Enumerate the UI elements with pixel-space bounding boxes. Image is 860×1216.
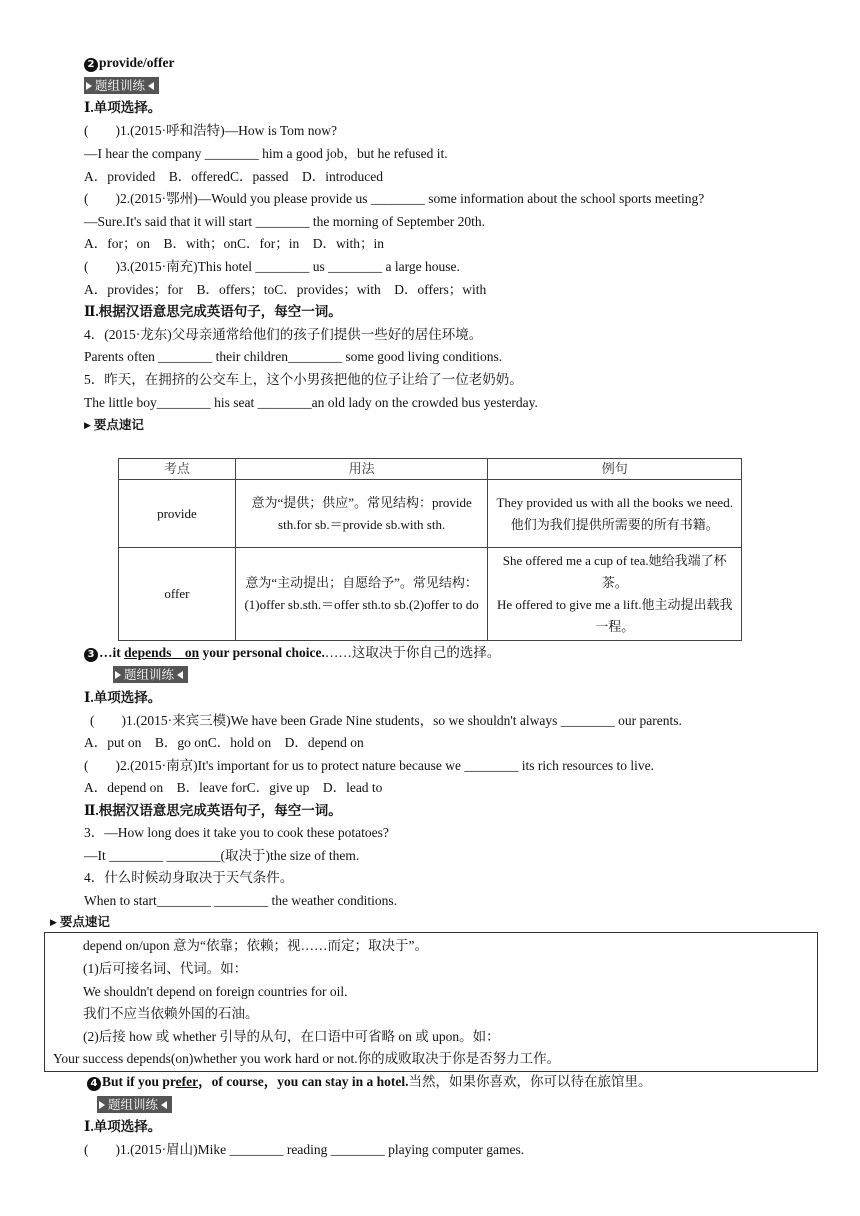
section-4-title: 4 But if you prefer，of course，you can stay in a hotel.当然，如果你喜欢，你可以待在旅馆里。 xyxy=(87,1073,652,1091)
triangle-right-icon xyxy=(86,82,92,90)
s3-q4-chinese: 4．什么时候动身取决于天气条件。 xyxy=(84,870,294,885)
memo-line: 我们不应当依赖外国的石油。 xyxy=(83,1006,259,1021)
memo-line: depend on/upon 意为“依靠；依赖；视……而定；取决于”。 xyxy=(83,938,428,953)
s2-q1-options: A．provided B．offeredC．passed D．introduced xyxy=(84,169,383,184)
triangle-right-icon xyxy=(115,671,121,679)
example-sentence: She offered me a cup of tea.她给我端了杯茶。 xyxy=(502,553,727,590)
s3-q3-line2: —It ________ ________(取决于)the size of them. xyxy=(84,848,360,863)
section-3-part2-heading: Ⅱ.根据汉语意思完成英语句子，每空一词。 xyxy=(84,803,342,818)
section-2-practice-tag: 题组训练 xyxy=(84,77,159,94)
example-sentence: He offered to give me a lift.他主动提出载我一程。 xyxy=(496,597,733,634)
s3-q3-line1: 3．—How long does it take you to cook these potatoes? xyxy=(84,825,389,840)
s2-memo-heading: ▶ 要点速记 xyxy=(84,416,144,435)
section-3-part1-heading: Ⅰ.单项选择。 xyxy=(84,690,162,705)
s2-q4-english: Parents often ________ their children________ some good living conditions. xyxy=(84,349,503,364)
s3-q4-english: When to start________ ________ the weather conditions. xyxy=(84,893,398,908)
table-cell-usage: 意为“提供；供应”。常见结构：provide sth.for sb.＝provide sb.with sth. xyxy=(235,480,488,548)
s2-q2-stem: ( )2.(2015·鄂州)—Would you please provide us ________ some information about the school sports meeting? xyxy=(84,191,705,206)
s2-q3-stem: ( )3.(2015·南充)This hotel ________ us ________ a large house. xyxy=(84,259,460,274)
key-points-table xyxy=(118,458,742,641)
table-header-cell: 例句 xyxy=(488,459,742,480)
section-4-practice-tag: 题组训练 xyxy=(97,1096,172,1113)
section-4-part1-heading: Ⅰ.单项选择。 xyxy=(84,1119,162,1134)
table-cell-point: offer xyxy=(119,548,236,641)
section-2-title: 2 provide/offer xyxy=(84,54,174,72)
memo-line: Your success depends(on)whether you work hard or not.你的成败取决于你是否努力工作。 xyxy=(53,1051,561,1066)
s2-q1-line2: —I hear the company ________ him a good job，but he refused it. xyxy=(84,146,448,161)
s2-q5-chinese: 5．昨天，在拥挤的公交车上，这个小男孩把他的位子让给了一位老奶奶。 xyxy=(84,372,523,387)
s3-q1-stem: ( )1.(2015·来宾三模)We have been Grade Nine students，so we shouldn't always ________ our parents. xyxy=(90,713,682,728)
table-row xyxy=(119,548,742,641)
s3-q1-options: A．put on B．go onC．hold on D．depend on xyxy=(84,735,364,750)
s3-q2-options: A．depend on B．leave forC．give up D．lead to xyxy=(84,780,383,795)
table-cell-point: provide xyxy=(119,480,236,548)
table-row xyxy=(119,480,742,548)
s3-memo-heading: ▶ 要点速记 xyxy=(50,913,110,932)
triangle-bullet-icon: ▶ xyxy=(84,421,91,431)
triangle-right-icon xyxy=(99,1101,105,1109)
section-3-practice-tag: 题组训练 xyxy=(113,666,188,683)
table-cell-usage: 意为“主动提出；自愿给予”。常见结构：(1)offer sb.sth.＝offer sth.to sb.(2)offer to do xyxy=(235,548,488,641)
section-2-number: 2 xyxy=(84,58,98,72)
table-cell-example xyxy=(488,548,742,641)
triangle-left-icon xyxy=(161,1101,167,1109)
s2-q5-english: The little boy________ his seat ________an old lady on the crowded bus yesterday. xyxy=(84,395,538,410)
section-4-number: 4 xyxy=(87,1077,101,1091)
s2-q2-options: A．for；on B．with；onC．for；in D．with；in xyxy=(84,236,384,251)
memo-line: (1)后可接名词、代词。如： xyxy=(83,961,248,976)
section-2-part1-heading: Ⅰ.单项选择。 xyxy=(84,100,162,115)
memo-line: We shouldn't depend on foreign countries for oil. xyxy=(83,984,348,999)
s2-q1-stem: ( )1.(2015·呼和浩特)—How is Tom now? xyxy=(84,123,338,138)
triangle-left-icon xyxy=(148,82,154,90)
section-3-number: 3 xyxy=(84,648,98,662)
s2-q2-line2: —Sure.It's said that it will start ________ the morning of September 20th. xyxy=(84,214,486,229)
table-cell-example: They provided us with all the books we need.他们为我们提供所需要的所有书籍。 xyxy=(488,480,742,548)
s2-q4-chinese: 4．(2015·龙东)父母亲通常给他们的孩子们提供一些好的居住环境。 xyxy=(84,327,483,342)
triangle-bullet-icon: ▶ xyxy=(50,918,57,928)
s2-q3-options: A．provides；for B．offers；toC．provides；with D．offers；with xyxy=(84,282,487,297)
s3-q2-stem: ( )2.(2015·南京)It's important for us to protect nature because we ________ its rich resources to live. xyxy=(84,758,655,773)
table-header-cell: 考点 xyxy=(119,459,236,480)
triangle-left-icon xyxy=(177,671,183,679)
s4-q1-stem: ( )1.(2015·眉山)Mike ________ reading ________ playing computer games. xyxy=(84,1142,525,1157)
section-3-title: 3 …it depends on your personal choice.……这取决于你自己的选择。 xyxy=(84,644,500,662)
memo-line: (2)后接 how 或 whether 引导的从句，在口语中可省略 on 或 upon。如： xyxy=(83,1029,500,1044)
table-header-row xyxy=(119,459,742,480)
memo-box xyxy=(44,932,818,1072)
table-header-cell: 用法 xyxy=(235,459,488,480)
section-2-part2-heading: Ⅱ.根据汉语意思完成英语句子，每空一词。 xyxy=(84,304,342,319)
